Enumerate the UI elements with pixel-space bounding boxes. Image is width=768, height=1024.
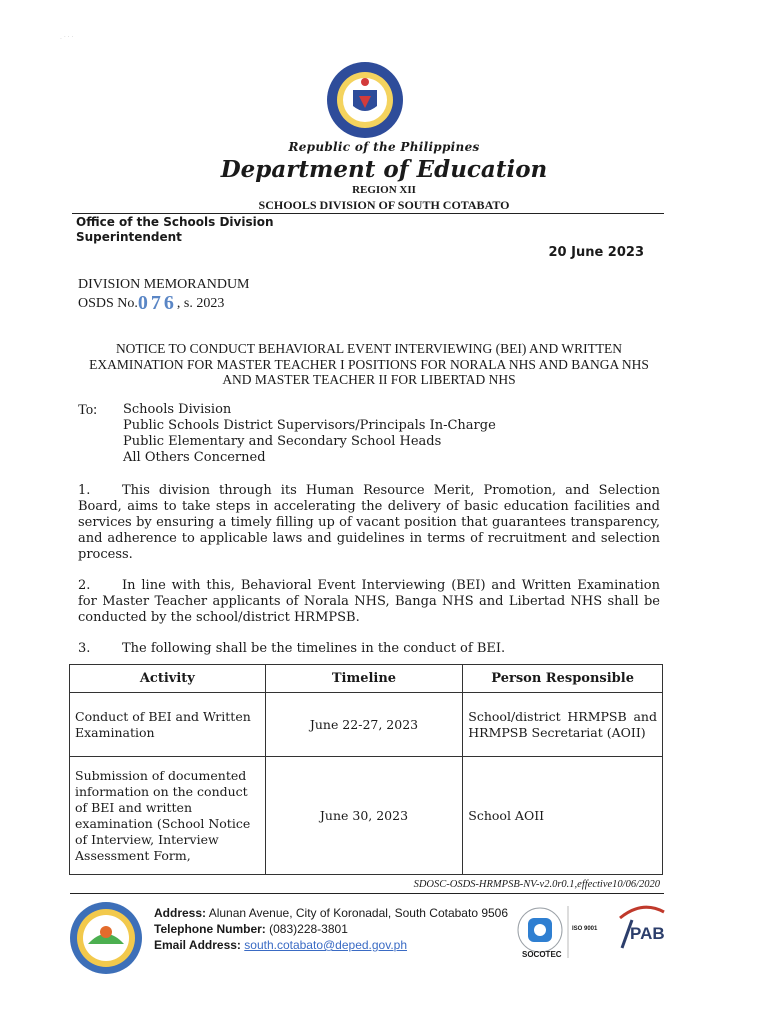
division-heading: SCHOOLS DIVISION OF SOUTH COTABATO [258, 198, 510, 212]
recipient-item: All Others Concerned [123, 450, 266, 465]
table-cell: Submission of documented information on the conduct of BEI and written examination (School Notice of Interview, Interview Assessment Form, [70, 757, 266, 875]
recipient-list [123, 402, 496, 466]
paragraph-text: In line with this, Behavioral Event Interviewing (BEI) and Written Examination for Master Teacher applicants of Norala NHS, Banga NHS and Libertad NHS shall be conducted by the school/district HRMPSB. [78, 578, 660, 625]
memo-year: , s. 2023 [176, 296, 225, 311]
deped-seal-icon [325, 60, 405, 140]
address-value: Alunan Avenue, City of Koronadal, South Cotabato 9506 [208, 906, 509, 920]
email-label: Email Address: [154, 938, 241, 952]
memo-date: 20 June 2023 [548, 245, 644, 260]
memo-number-stamp: 076 [137, 292, 177, 314]
memo-id [78, 277, 250, 312]
scan-marks: . · · · [60, 34, 74, 41]
address-label: Address: [154, 906, 207, 920]
republic-heading: Republic of the Philippines [288, 140, 480, 154]
document-code: SDOSC-OSDS-HRMPSB-NV-v2.0r0.1,effective10/06/2020 [413, 879, 660, 890]
socotec-iso-badge [512, 898, 612, 968]
table-header-cell: Timeline [265, 665, 463, 693]
to-label: To: [78, 402, 98, 418]
paragraph-2 [78, 578, 660, 626]
socotec-label: SOCOTEC [522, 950, 562, 959]
paragraph-number: 1. [78, 483, 91, 498]
contact-block [154, 905, 508, 953]
paragraph-number: 2. [78, 578, 91, 593]
department-heading: Department of Education [220, 156, 548, 183]
iso-label: ISO 9001 [572, 926, 598, 932]
table-row [70, 693, 663, 757]
division-seal-icon [68, 900, 144, 976]
email-link[interactable]: south.cotabato@deped.gov.ph [244, 938, 408, 952]
memo-subject: NOTICE TO CONDUCT BEHAVIORAL EVENT INTERVIEWING (BEI) AND WRITTEN EXAMINATION FOR MASTER TEACHER I POSITIONS FOR NORALA NHS AND BANGA NHS AND MASTER TEACHER II FOR LIBERTAD NHS [89, 341, 649, 387]
paragraph-number: 3. [78, 641, 91, 656]
phone-value: (083)228-3801 [269, 922, 348, 936]
footer-divider [70, 893, 664, 894]
table-row [70, 757, 663, 875]
paragraph-text: The following shall be the timelines in the conduct of BEI. [122, 641, 506, 656]
table-cell: June 30, 2023 [265, 757, 463, 875]
paragraph-3 [78, 641, 660, 657]
region-heading: REGION XII [352, 184, 416, 196]
table-cell: School AOII [463, 757, 663, 875]
paragraph-1 [78, 483, 660, 563]
phone-line [154, 921, 508, 937]
table-header-cell: Person Responsible [463, 665, 663, 693]
table-cell: June 22-27, 2023 [265, 693, 463, 757]
recipient-item: Public Schools District Supervisors/Principals In-Charge [123, 418, 496, 433]
memo-type: DIVISION MEMORANDUM [78, 277, 250, 292]
pab-label: PAB [630, 924, 665, 943]
table-header-row [70, 665, 663, 693]
memo-number-prefix: OSDS No. [78, 296, 138, 311]
table-cell: School/district HRMPSB and HRMPSB Secretariat (AOII) [463, 693, 663, 757]
address-line [154, 905, 508, 921]
bei-timeline-table [69, 664, 663, 875]
recipient-item: Schools Division [123, 402, 232, 417]
office-label [76, 215, 274, 245]
recipient-item: Public Elementary and Secondary School Heads [123, 434, 442, 449]
memo-number-line [78, 293, 250, 312]
paragraph-text: This division through its Human Resource Merit, Promotion, and Selection Board, aims to take steps in accelerating the delivery of basic education facilities and services by ensuring a timely filling up of vacant position that guarantees transparency, and adherence to applicable laws and guidelines in terms of recruitment and selection process. [78, 483, 660, 562]
phone-label: Telephone Number: [154, 922, 266, 936]
pab-accreditation-badge [614, 898, 670, 962]
table-header-cell: Activity [70, 665, 266, 693]
header-divider [72, 213, 664, 214]
table-cell: Conduct of BEI and Written Examination [70, 693, 266, 757]
office-text: Office of the Schools Division Superintendent [76, 215, 274, 244]
email-line [154, 937, 508, 953]
